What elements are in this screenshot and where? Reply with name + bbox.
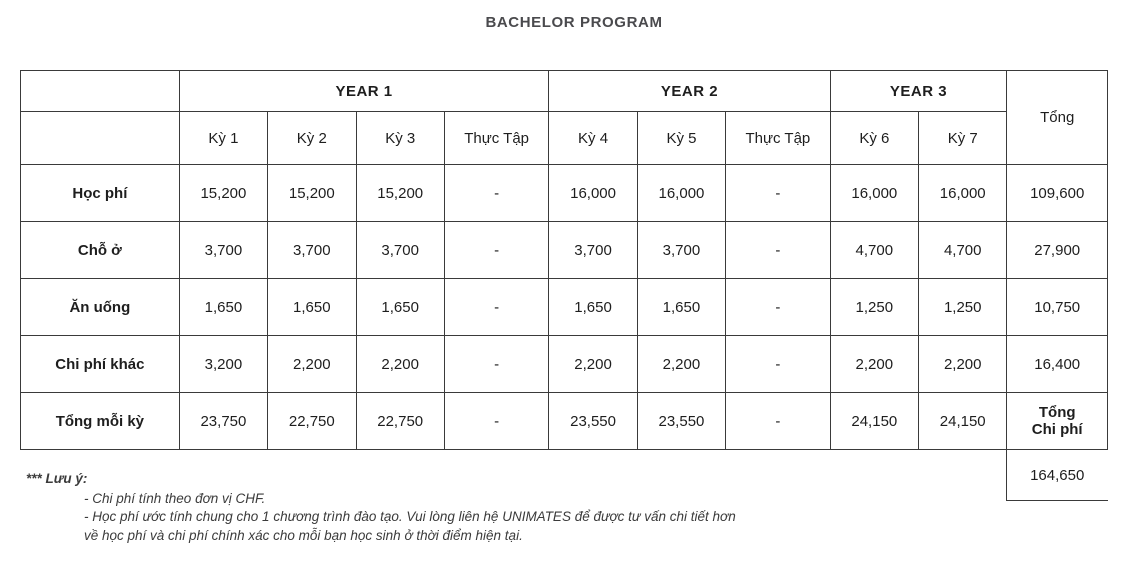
cell-tuition-ky3: 15,200 — [356, 165, 444, 222]
footnote — [26, 470, 966, 545]
cell-accommodation-ky3: 3,700 — [356, 222, 444, 279]
cell-accommodation-ky7: 4,700 — [919, 222, 1007, 279]
grand-total-value: 164,650 — [1007, 450, 1108, 501]
term-header-ky-4: Kỳ 4 — [549, 112, 637, 165]
row-label-other-costs: Chi phí khác — [21, 336, 180, 393]
corner-blank-top — [21, 71, 180, 112]
grand-total-label-line2: Chi phí — [1031, 421, 1083, 438]
year-header-row — [21, 71, 1108, 112]
footnote-lines — [26, 490, 966, 545]
cell-other-ky6: 2,200 — [830, 336, 918, 393]
cell-total-ky4: 23,550 — [549, 393, 637, 450]
table-row — [21, 279, 1108, 336]
cell-total-ky5: 23,550 — [637, 393, 725, 450]
cell-food-internship1: - — [444, 279, 548, 336]
cell-accommodation-ky4: 3,700 — [549, 222, 637, 279]
cell-accommodation-total: 27,900 — [1007, 222, 1108, 279]
cell-other-ky5: 2,200 — [637, 336, 725, 393]
page-title: BACHELOR PROGRAM — [485, 14, 663, 31]
cell-total-ky6: 24,150 — [830, 393, 918, 450]
cell-accommodation-ky6: 4,700 — [830, 222, 918, 279]
cell-food-total: 10,750 — [1007, 279, 1108, 336]
grand-total-label-line1: Tổng — [1038, 403, 1076, 421]
cell-total-ky2: 22,750 — [268, 393, 356, 450]
cell-other-ky3: 2,200 — [356, 336, 444, 393]
term-header-ky-3: Kỳ 3 — [356, 112, 444, 165]
cell-food-ky6: 1,250 — [830, 279, 918, 336]
grand-total-label — [1007, 393, 1108, 450]
cell-tuition-ky1: 15,200 — [179, 165, 267, 222]
cell-total-ky7: 24,150 — [919, 393, 1007, 450]
cell-food-ky1: 1,650 — [179, 279, 267, 336]
cell-tuition-internship2: - — [726, 165, 830, 222]
cell-accommodation-ky5: 3,700 — [637, 222, 725, 279]
fee-table-container — [20, 70, 1108, 501]
footnote-line-2: - Học phí ước tính chung cho 1 chương trình đào tạo. Vui lòng liên hệ UNIMATES để được tư vấn chi tiết hơn — [84, 509, 736, 525]
cell-food-ky2: 1,650 — [268, 279, 356, 336]
cell-other-ky7: 2,200 — [919, 336, 1007, 393]
table-row — [21, 336, 1108, 393]
cell-other-internship1: - — [444, 336, 548, 393]
bachelor-program-fee-table — [20, 70, 1108, 501]
year-header-3: YEAR 3 — [830, 71, 1007, 112]
cell-tuition-total: 109,600 — [1007, 165, 1108, 222]
table-row-total-per-term — [21, 393, 1108, 450]
cell-other-total: 16,400 — [1007, 336, 1108, 393]
table-row — [21, 222, 1108, 279]
cell-food-ky5: 1,650 — [637, 279, 725, 336]
cell-other-ky4: 2,200 — [549, 336, 637, 393]
row-label-accommodation: Chỗ ở — [21, 222, 180, 279]
term-header-ky-2: Kỳ 2 — [268, 112, 356, 165]
cell-tuition-internship1: - — [444, 165, 548, 222]
year-header-2: YEAR 2 — [549, 71, 830, 112]
cell-tuition-ky7: 16,000 — [919, 165, 1007, 222]
row-label-total-per-term: Tổng mỗi kỳ — [21, 393, 180, 450]
term-header-ky-5: Kỳ 5 — [637, 112, 725, 165]
cell-tuition-ky6: 16,000 — [830, 165, 918, 222]
cell-total-ky3: 22,750 — [356, 393, 444, 450]
cell-food-internship2: - — [726, 279, 830, 336]
footnote-line-1: - Chi phí tính theo đơn vị CHF. — [84, 491, 266, 507]
row-label-food: Ăn uống — [21, 279, 180, 336]
table-row — [21, 165, 1108, 222]
footnote-line-3: về học phí và chi phí chính xác cho mỗi bạn học sinh ở thời điểm hiện tại. — [84, 527, 523, 543]
cell-other-internship2: - — [726, 336, 830, 393]
total-column-header: Tổng — [1007, 71, 1108, 165]
term-header-ky-1: Kỳ 1 — [179, 112, 267, 165]
term-header-ky-6: Kỳ 6 — [830, 112, 918, 165]
cell-total-internship2: - — [726, 393, 830, 450]
cell-food-ky3: 1,650 — [356, 279, 444, 336]
cell-accommodation-ky2: 3,700 — [268, 222, 356, 279]
cell-tuition-ky5: 16,000 — [637, 165, 725, 222]
term-header-row — [21, 112, 1108, 165]
cell-tuition-ky2: 15,200 — [268, 165, 356, 222]
cell-other-ky1: 3,200 — [179, 336, 267, 393]
term-header-internship-2: Thực Tập — [726, 112, 830, 165]
cell-food-ky4: 1,650 — [549, 279, 637, 336]
cell-accommodation-internship1: - — [444, 222, 548, 279]
cell-accommodation-internship2: - — [726, 222, 830, 279]
term-header-internship-1: Thực Tập — [444, 112, 548, 165]
cell-tuition-ky4: 16,000 — [549, 165, 637, 222]
row-label-tuition: Học phí — [21, 165, 180, 222]
footnote-title: *** Lưu ý: — [26, 471, 88, 486]
term-header-ky-7: Kỳ 7 — [919, 112, 1007, 165]
cell-total-ky1: 23,750 — [179, 393, 267, 450]
cell-accommodation-ky1: 3,700 — [179, 222, 267, 279]
cell-food-ky7: 1,250 — [919, 279, 1007, 336]
cell-other-ky2: 2,200 — [268, 336, 356, 393]
corner-blank-left — [21, 112, 180, 165]
year-header-1: YEAR 1 — [179, 71, 549, 112]
cell-total-internship1: - — [444, 393, 548, 450]
